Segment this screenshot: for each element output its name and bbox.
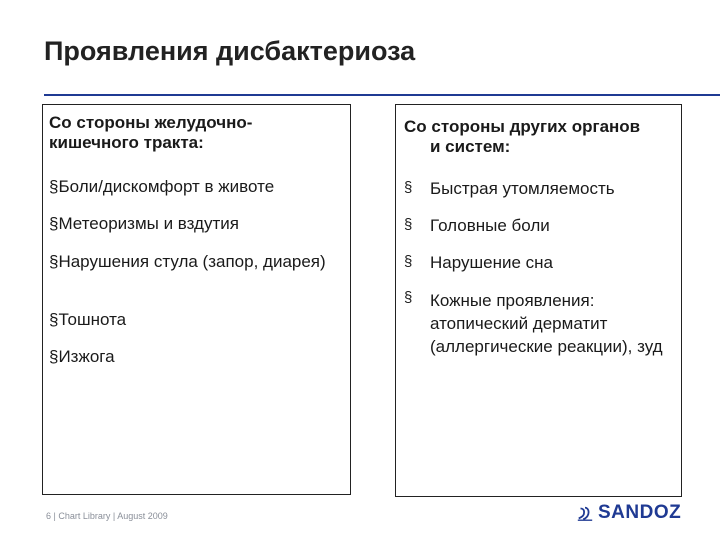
list-item: §Метеоризмы и вздутия [49, 214, 239, 233]
slide-title: Проявления дисбактериоза [44, 36, 416, 66]
right-heading-line2: и систем: [430, 137, 511, 156]
list-item: §Боли/дискомфорт в животе [49, 177, 275, 196]
bullet-icon: § [404, 216, 413, 233]
right-heading-line1: Со стороны других органов [404, 117, 641, 136]
list-item: Головные боли [430, 216, 550, 235]
logo-text: SANDOZ [598, 502, 682, 523]
left-heading-line2: кишечного тракта: [49, 133, 204, 152]
list-item: §Тошнота [49, 310, 127, 329]
sandoz-logo-icon [576, 504, 594, 522]
sandoz-logo [576, 502, 681, 524]
list-item: Нарушение сна [430, 253, 553, 272]
bullet-icon: § [404, 289, 413, 306]
bullet-icon: § [404, 253, 413, 270]
left-heading [49, 113, 252, 153]
title-rule [44, 94, 720, 96]
left-panel [42, 104, 351, 495]
left-heading-line1: Со стороны желудочно- [49, 113, 253, 132]
list-item: Быстрая утомляемость [430, 179, 615, 198]
right-panel [395, 104, 682, 497]
footer-text: 6 | Chart Library | August 2009 [46, 511, 168, 521]
right-heading [404, 117, 679, 157]
list-item: §Нарушения стула (запор, диарея) [49, 252, 326, 271]
list-item: Кожные проявления: атопический дерматит (аллергические реакции), зуд [430, 291, 663, 356]
list-item: §Изжога [49, 347, 115, 366]
bullet-icon: § [404, 179, 413, 196]
